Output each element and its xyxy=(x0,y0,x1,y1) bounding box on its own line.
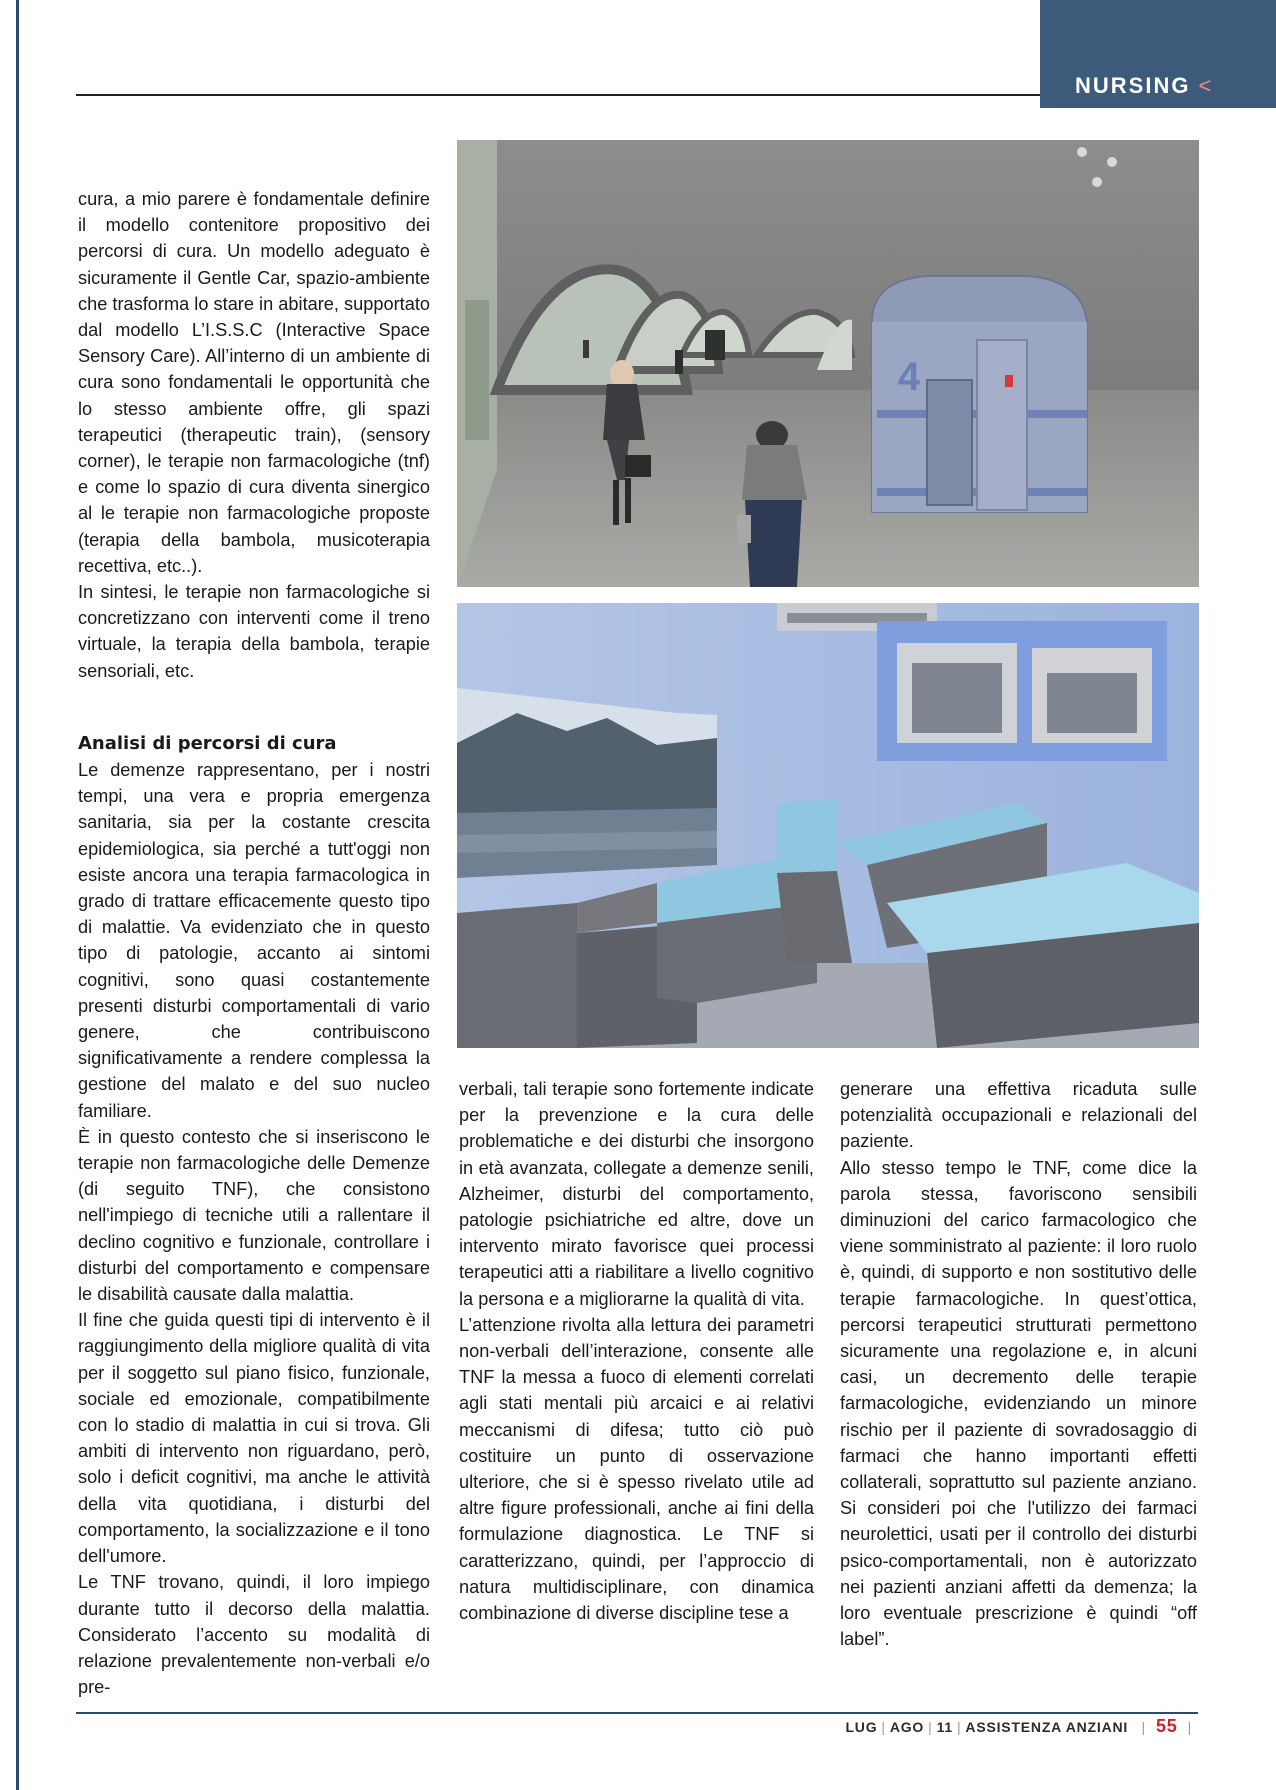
footer-separator: | xyxy=(881,1719,886,1735)
paragraph: È in questo contesto che si inseriscono le terapie non farmacologiche delle Demenze (di seguito TNF), che consistono nell'impiego di tecniche utili a rallentare il declino cognitivo e funzionale, controllare i disturbi del comportamento e compensare le disabilità causate dalla malattia. xyxy=(78,1126,430,1305)
footer-separator: | xyxy=(928,1719,933,1735)
footer-magazine: ASSISTENZA ANZIANI xyxy=(965,1719,1129,1735)
paragraph: In sintesi, le terapie non farmacologiche si concretizzano con interventi come il treno virtuale, la terapia della bambola, terapie sensoriali, etc. xyxy=(78,582,430,681)
column-2 xyxy=(459,1076,814,1626)
footer-separator: | xyxy=(1187,1719,1192,1735)
footer-month-1: LUG xyxy=(845,1719,878,1735)
section-label xyxy=(1075,73,1213,99)
chevron-left-icon: < xyxy=(1198,73,1214,98)
paragraph: cura, a mio parere è fondamentale definire il modello contenitore propositivo dei percorsi di cura. Un modello adeguato è sicuramente il Gentle Car, spazio-ambiente che trasforma lo stare in abitare, supportato dal modello L’I.S.S.C (Interactive Space Sensory Care). All’interno di un ambiente di cura sono fondamentali le opportunità che lo stesso ambiente offre, gli spazi terapeutici (therapeutic train), (sensory corner), le terapie non farmacologiche (tnf) e come lo spazio di cura diventa sinergico al le terapie non farmacologiche proposte (terapia della bambola, musicoterapia recettiva, etc..). xyxy=(78,189,430,576)
page-number: 55 xyxy=(1155,1716,1178,1736)
footer-rule xyxy=(76,1712,1198,1714)
section-name: NURSING xyxy=(1075,73,1191,98)
paragraph: L’attenzione rivolta alla lettura dei parametri non-verbali dell’interazione, consente alle TNF la messa a fuoco di elementi correlati agli stati mentali più arcaici e ai relativi meccanismi di difesa; tutto ciò può costituire un punto di osservazione ulteriore, che si è spesso rivelato utile ad altre figure professionali, anche ai fini della formulazione diagnostica. Le TNF si caratterizzano, quindi, per l’approccio di natura multidisciplinare, con dinamica combinazione di diverse discipline tese a xyxy=(459,1314,814,1624)
page-footer xyxy=(845,1716,1196,1737)
footer-month-2: AGO xyxy=(889,1719,925,1735)
paragraph: Le TNF trovano, quindi, il loro impiego durante tutto il decorso della malattia. Considerato l’accento su modalità di relazione prevalentemente non-verbali e/o pre- xyxy=(78,1572,430,1698)
footer-separator: | xyxy=(1132,1719,1146,1735)
column-1-top xyxy=(78,186,430,684)
photo-sensory-room xyxy=(457,603,1199,1048)
photo-hall-cabin xyxy=(457,140,1199,587)
paragraph: verbali, tali terapie sono fortemente indicate per la prevenzione e la cura delle problematiche e dei disturbi che insorgono in età avanzata, collegate a demenze senili, Alzheimer, disturbi del comportamento, patologie psichiatriche ed altre, dove un intervento mirato favorisce quei processi terapeutici atti a riabilitare a livello cognitivo la persona e a migliorarne la qualità di vita. xyxy=(459,1079,814,1309)
column-1-bottom xyxy=(78,731,430,1700)
column-3 xyxy=(840,1076,1197,1652)
paragraph: Allo stesso tempo le TNF, come dice la parola stessa, favoriscono sensibili diminuzioni del carico farmacologico che viene somministrato al paziente: il loro ruolo è, quindi, di supporto e non sostitutivo delle terapie farmacologiche. In quest’ottica, percorsi terapeutici strutturati permettono sicuramente una regolazione e, in alcuni casi, un decremento delle terapie farmacologiche, evidenziando un minore rischio per il paziente di sovradosaggio di farmaci che hanno importanti effetti collaterali, soprattutto sul paziente anziano. Si consideri poi che l'utilizzo dei farmaci neurolettici, usati per il controllo dei disturbi psico-comportamentali, non è autorizzato nei pazienti anziani affetti da demenza; la loro eventuale prescrizione è quindi “off label”. xyxy=(840,1157,1197,1650)
paragraph: Il fine che guida questi tipi di intervento è il raggiungimento della migliore qualità di vita per il soggetto sul piano fisico, funzionale, sociale ed emozionale, compatibilmente con lo stadio di malattia in cui si trova. Gli ambiti di intervento non riguardano, però, solo i deficit cognitivi, ma anche le attività della vita quotidiana, i disturbi del comportamento, la socializzazione e il tono dell'umore. xyxy=(78,1310,430,1567)
paragraph: generare una effettiva ricaduta sulle potenzialità occupazionali e relazionali del paziente. xyxy=(840,1079,1197,1152)
section-heading: Analisi di percorsi di cura xyxy=(78,733,337,754)
paragraph: Le demenze rappresentano, per i nostri tempi, una vera e propria emergenza sanitaria, sia per la costante crescita epidemiologica, sia perché a tutt'oggi non esiste ancora una terapia farmacologica in grado di trattare efficacemente questo tipo di malattie. Va evidenziato che in questo tipo di patologie, accanto ai sintomi cognitivi, sono quasi costantemente presenti disturbi comportamentali di vario genere, che contribuiscono significativamente a rendere complessa la gestione del malato e del suo nucleo familiare. xyxy=(78,760,430,1121)
cabin-number: 4 xyxy=(897,355,921,399)
left-margin-rule xyxy=(16,0,19,1790)
footer-separator: | xyxy=(956,1719,962,1735)
header-rule xyxy=(76,94,1040,96)
footer-year: 11 xyxy=(936,1719,953,1735)
